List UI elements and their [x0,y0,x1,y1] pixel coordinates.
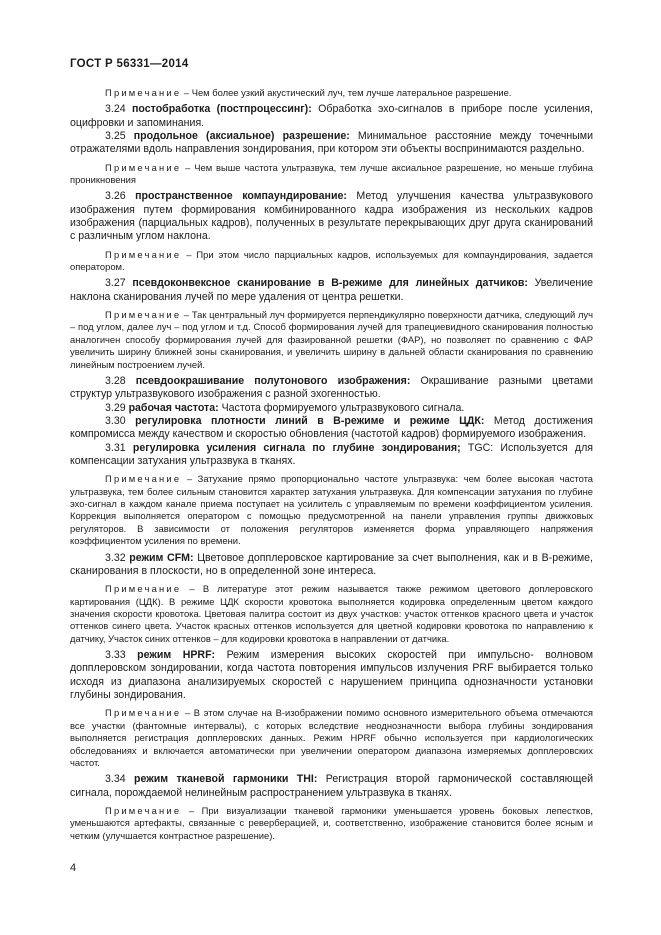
term-paragraph [70,130,593,157]
term-definition: Частота формируемого ультразвукового сигнала. [218,401,465,414]
note-paragraph: Примечание – Чем выше частота ультразвука, тем лучше аксиальное разрешение, но меньше глубина проникновения [70,161,593,185]
term-paragraph [70,415,593,442]
term-number: 3.26 [105,190,136,203]
term-number: 3.30 [105,414,136,427]
term-definition: Цветовое допплеровское картирование за счет выполнения, как и в В-режиме, сканирования в плоскости, но в определенной зоне интереса. [70,551,593,577]
note-paragraph: Примечание – Затухание прямо пропорционально частоте ультразвука: чем более высокая частота ультразвука, тем более сильным становится характер затухания ультразвука. Для компенсации затухания по глубине эхо-сигнал в каждом канале приема поступает на усилитель с управляемым по времени коэффициентом усиления. Коррекция выполняется оператором с помощью предусмотренной на панели управления группы движковых регуляторов. В зависимости от положения регуляторов изменяется форма управляющего напряжения коэффициентом усиления по времени. [70,473,593,547]
term-paragraph [70,442,593,469]
term-name: регулировка усиления сигнала по глубине зондирования; [132,441,461,454]
term-name: псевдоконвексное сканирование в В-режиме для линейных датчиков: [132,277,528,290]
document-code: ГОСТ Р 56331—2014 [70,58,189,70]
note-label: Примечание [105,804,182,816]
note-text: В этом случае на В-изображении помимо основного измерительного объема отмечаются все участки (фантомные интервалы), с которых вследствие неоднозначности выбора глубины зондирования выполняется регистрация допплеровских данных. Режим HPRF обычно используется при кардиологических обследованиях и включается автоматически при увеличении оператором диапазона измеряемых допплеровских частот. [70,707,593,768]
note-label: Примечание [105,309,182,320]
note-paragraph: Примечание – При этом число парциальных кадров, используемых для компаундирования, задается оператором. [70,248,593,272]
note-label: Примечание [105,161,182,173]
note-paragraph: Примечание – Чем более узкий акустический луч, тем лучше латеральное разрешение. [105,87,512,98]
term-paragraph [70,103,593,130]
term-number: 3.29 [105,401,129,414]
term-name: режим тканевой гармоники THI: [134,773,318,786]
note-paragraph: Примечание – При визуализации тканевой гармоники уменьшается уровень боковых лепестков, уменьшаются артефакты, связанные с реверберацией, и, соответственно, изображение становится более ясным и четким (улучшается контрастное разрешение). [70,804,593,841]
note-text: Чем выше частота ультразвука, тем лучше аксиальное разрешение, но меньше глубина проникновения [70,161,593,185]
note-paragraph: Примечание – В этом случае на В-изображении помимо основного измерительного объема отмечаются все участки (фантомные интервалы), с которых вследствие неоднозначности выбора глубины зондирования выполняется регистрация допплеровских данных. Режим HPRF обычно используется при кардиологических обследованиях и включается автоматически при увеличении оператором диапазона измеряемых допплеровских частот. [70,707,593,768]
term-paragraph [70,773,593,800]
term-definition: Обработка эхо-сигналов в приборе после усиления, оцифровки и запоминания. [70,103,593,129]
term-paragraph [70,277,593,304]
term-definition: Метод улучшения качества ультразвукового изображения путем формирования комбинированного кадра изображения из нескольких кадров изображения (парциальных кадров), полученных в результате перекрывающих друг друга сканирований с различным углом наклона. [70,190,593,243]
term-name: режим CFM: [129,551,194,564]
note-text: Чем более узкий акустический луч, тем лучше латеральное разрешение. [191,87,512,98]
note-label: Примечание [105,583,182,595]
term-definition: Метод достижения компромисса между качеством и скоростью обновления (частотой кадров) формируемого изображения. [70,414,594,441]
term-definition: Увеличение наклона сканирования лучей по мере удаления от центра решетки. [70,277,594,303]
term-definition: Регистрация второй гармонической составляющей сигнала, порождаемой нелинейным распространением ультразвука в тканях. [70,773,594,799]
note-text: Так центральный луч формируется перпендикулярно поверхности датчика, следующий луч – под углом, далее луч – под углом и т.д. Способ формирования лучей для трапециевидного сканирования полностью аналогичен способу формирования лучей для фазированной решетки (ФАР), но позволяет по сравнению с ФАР увеличить ширину ближней зоны сканирования, и увеличить ширину в дальней области сканирования по сравнению линейным построением лучей. [70,309,593,370]
note-text: Затухание прямо пропорционально частоте ультразвука: чем более высокая частота ультразвука, тем более сильным становится характер затухания ультразвука. Для компенсации затухания по глубине эхо-сигнал в каждом канале приема поступает на усилитель с управляемым по времени коэффициентом усиления. Коррекция выполняется оператором с помощью предусмотренной на панели управления группы движковых регуляторов. В зависимости от положения регуляторов изменяется форма управляющего напряжения коэффициентом усиления по времени. [70,473,593,547]
term-paragraph [70,649,593,702]
term-definition: Минимальное расстояние между точечными отражателями вдоль направления зондирования, при котором эти объекты воспринимаются раздельно. [70,130,593,156]
term-number: 3.25 [105,130,134,142]
page-number: 4 [70,862,77,874]
term-number: 3.34 [105,773,134,786]
term-name: пространственное компаундирование: [135,190,347,203]
term-paragraph [70,552,593,579]
note-text: При этом число парциальных кадров, используемых для компаундирования, задается оператором. [70,248,593,272]
term-number: 3.33 [105,649,138,662]
term-number: 3.27 [105,277,133,290]
term-name: режим HPRF: [137,649,216,662]
note-label: Примечание [105,473,182,485]
term-definition: TGC: Используется для компенсации затухания ультразвука в тканях. [70,441,594,467]
term-number: 3.32 [105,551,130,564]
term-name: постобработка (постпроцессинг): [132,103,312,116]
term-name: продольное (аксиальное) разрешение: [133,130,350,142]
note-paragraph: Примечание – В литературе этот режим называется также режимом цветового доплеровского картирования (ЦДК). В режиме ЦДК скорости кровотока выполняется кодировка определенным цветом каждого значения скорости кровотока. Цветовая палитра состоит из двух участков: участок оттенков красного цвета и участок оттенков синего цвета. Участок красных оттенков используется для цветной кодировки кровотока по направлению к датчику, Участок синих оттенков – для кодировки кровотока в направлении от датчика. [70,583,593,644]
note-paragraph: Примечание – Так центральный луч формируется перпендикулярно поверхности датчика, следующий луч – под углом, далее луч – под углом и т.д. Способ формирования лучей для трапециевидного сканирования полностью аналогичен способу формирования лучей для фазированной решетки (ФАР), но позволяет по сравнению с ФАР увеличить ширину ближней зоны сканирования, и увеличить ширину в дальней области сканирования по сравнению линейным построением лучей. [70,309,593,370]
term-paragraph [70,402,593,415]
term-number: 3.31 [105,441,133,454]
note-label: Примечание [105,87,182,98]
term-paragraph [70,190,593,243]
document-body [70,82,593,846]
term-name: псевдоокрашивание полутонового изображения: [135,375,411,388]
note-label: Примечание [105,248,182,260]
term-definition: Окрашивание разными цветами структур ультразвукового изображения с разной эхогенностью. [70,375,593,401]
term-number: 3.24 [105,103,133,116]
note-label: Примечание [105,707,182,719]
note-text: При визуализации тканевой гармоники уменьшается уровень боковых лепестков, уменьшаются артефакты, связанные с реверберацией, и, соответственно, изображение становится более ясным и четким (улучшается контрастное разрешение). [70,804,593,841]
term-paragraph [70,375,593,402]
term-name: рабочая частота: [128,401,219,414]
term-number: 3.28 [105,375,136,388]
term-name: регулировка плотности линий в В-режиме и режиме ЦДК: [135,414,485,427]
note-text: В литературе этот режим называется также режимом цветового доплеровского картирования (ЦДК). В режиме ЦДК скорости кровотока выполняется кодировка определенным цветом каждого значения скорости кровотока. Цветовая палитра состоит из двух участков: участок оттенков красного цвета и участок оттенков синего цвета. Участок красных оттенков используется для цветной кодировки кровотока по направлению к датчику, Участок синих оттенков – для кодировки кровотока в направлении от датчика. [70,583,593,644]
term-definition: Режим измерения высоких скоростей при импульсно- волновом допплеровском зондировании, когда частота повторения импульсов излучения PRF выбирается только исходя из диапазона анализируемых скоростей с нарушением принципа однозначности установки глубины зондирования. [70,649,593,702]
